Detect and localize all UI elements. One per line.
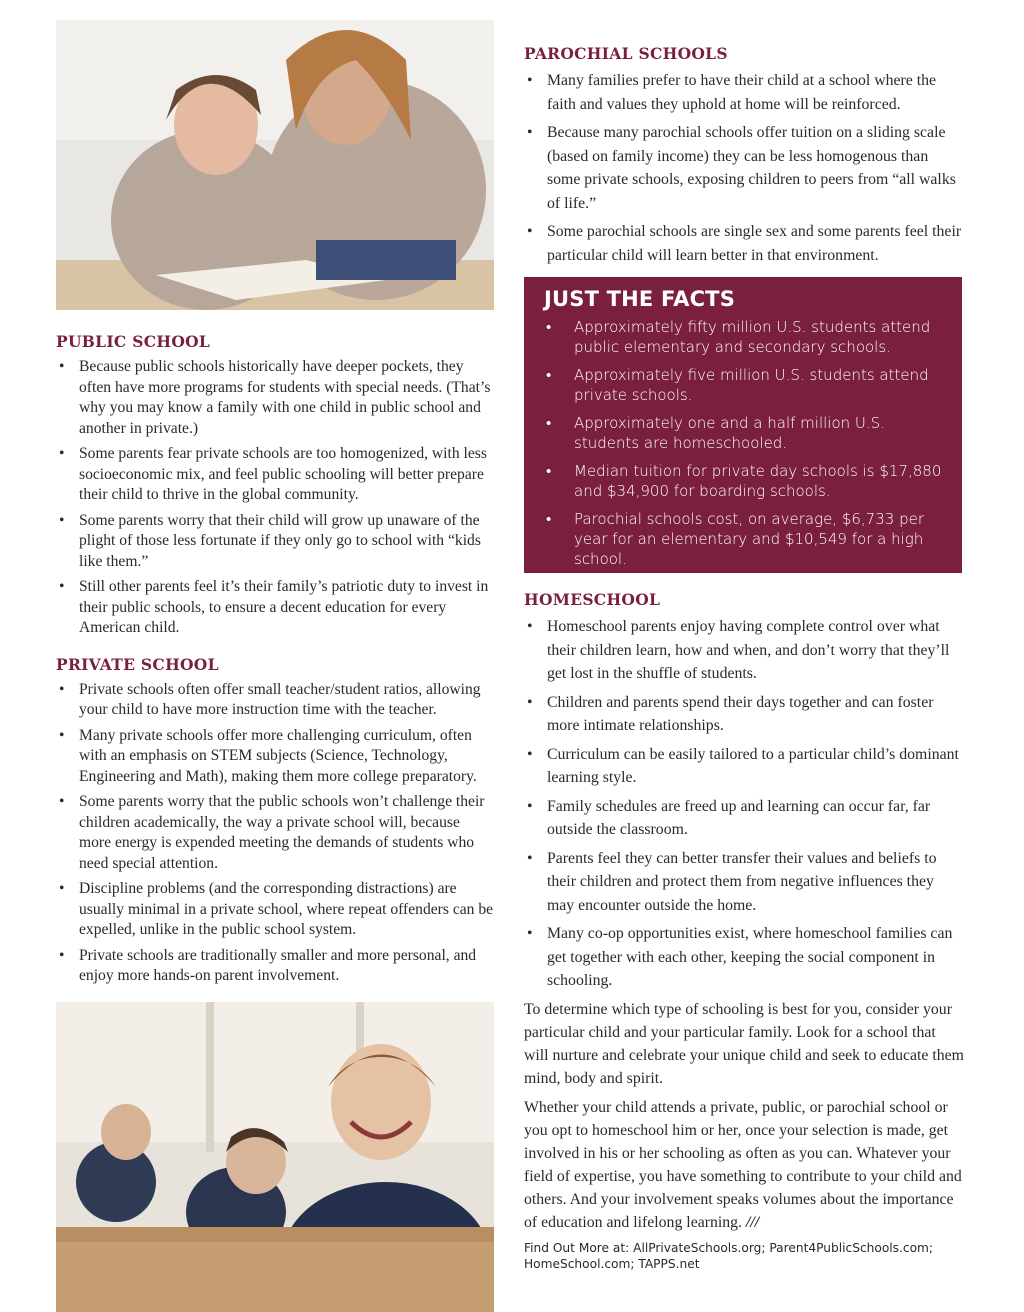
public-school-list — [56, 357, 494, 639]
list-item: • Children and parents spend their days together and can foster more intimate relationships. — [524, 691, 964, 738]
list-item: • Curriculum can be easily tailored to a particular child’s dominant learning style. — [524, 743, 964, 790]
just-the-facts-heading: JUST THE FACTS — [544, 287, 736, 311]
list-item: • Parents feel they can better transfer their values and beliefs to their children and protect them from negative influences they may encounter outside the home. — [524, 847, 964, 918]
list-item: • Homeschool parents enjoy having complete control over what their children learn, how and when, and don’t worry that they’ll get lost in the shuffle of students. — [524, 615, 964, 686]
fact-item: • Approximately fifty million U.S. students attend public elementary and secondary schools. — [544, 317, 942, 357]
find-out-more: Find Out More at: AllPrivateSchools.org; Parent4PublicSchools.com; HomeSchool.com; TAPPS.net — [524, 1240, 934, 1271]
list-item: • Some parents fear private schools are too homogenized, with less socioeconomic mix, and feel public schooling will better prepare their child to thrive in the global community. — [56, 444, 494, 506]
list-item: • Because many parochial schools offer tuition on a sliding scale (based on family income) they can be less homogenous than some private schools, exposing children to peers from “all walks of life.” — [524, 121, 964, 215]
public-school-heading: PUBLIC SCHOOL — [56, 332, 211, 351]
closing-paragraph-2 — [524, 1096, 964, 1234]
list-item: • Many private schools offer more challenging curriculum, often with an emphasis on STEM subjects (Science, Technology, Engineering and Math), making them more college preparatory. — [56, 726, 494, 788]
list-item: • Many co-op opportunities exist, where homeschool families can get together with each other, keeping the social component in schooling. — [524, 922, 964, 993]
parochial-schools-heading: PAROCHIAL SCHOOLS — [524, 44, 728, 63]
just-the-facts-box — [524, 277, 962, 573]
list-item: • Private schools often offer small teacher/student ratios, allowing your child to have more instruction time with the teacher. — [56, 680, 494, 721]
parochial-section — [524, 44, 964, 272]
fact-item: • Approximately five million U.S. students attend private schools. — [544, 365, 942, 405]
closing-paragraph-2-text: Whether your child attends a private, public, or parochial school or you opt to homeschool him or her, once your selection is made, get involved in his or her schooling as often as you can. Whatever your field of expertise, you have something to contribute to your child and others. And your involvement speaks volumes about the importance of education and lifelong learning. — [524, 1098, 962, 1231]
list-item: • Discipline problems (and the corresponding distractions) are usually minimal in a private school, where repeat offenders can be expelled, unlike in the public school system. — [56, 879, 494, 941]
list-item: • Some parents worry that their child will grow up unaware of the plight of those less fortunate if they only go to school with “kids like them.” — [56, 511, 494, 573]
fact-item: • Parochial schools cost, on average, $6,733 per year for an elementary and $10,549 for a high school. — [544, 509, 942, 569]
private-school-heading: PRIVATE SCHOOL — [56, 654, 219, 674]
photo-mother-daughter-reading — [56, 20, 494, 310]
fact-item: • Median tuition for private day schools is $17,880 and $34,900 for boarding schools. — [544, 461, 942, 501]
list-item: • Because public schools historically have deeper pockets, they often have more programs for students with special needs. (That’s why you may know a family with one child in public school and another in private.) — [56, 357, 494, 439]
list-item: • Some parochial schools are single sex and some parents feel their particular child will learn better in that environment. — [524, 220, 964, 267]
fact-item: • Approximately one and a half million U.S. students are homeschooled. — [544, 413, 942, 453]
list-item: • Many families prefer to have their child at a school where the faith and values they uphold at home will be reinforced. — [524, 69, 964, 116]
private-school-list — [56, 680, 494, 987]
left-column — [56, 332, 494, 992]
photo-smiling-boy-classroom — [56, 1002, 494, 1312]
parochial-schools-list — [524, 69, 964, 267]
list-item: • Some parents worry that the public schools won’t challenge their children academically, the way a private school will, because more energy is expended meeting the demands of students who need special attention. — [56, 792, 494, 874]
list-item: • Family schedules are freed up and learning can occur far, far outside the classroom. — [524, 795, 964, 842]
homeschool-list — [524, 615, 964, 993]
list-item: • Still other parents feel it’s their family’s patriotic duty to invest in their public schools, to ensure a decent education for every American child. — [56, 577, 494, 639]
homeschool-heading: HOMESCHOOL — [524, 590, 661, 609]
end-mark: /// — [745, 1213, 760, 1231]
facts-list — [544, 317, 942, 569]
homeschool-section — [524, 590, 964, 1273]
list-item: • Private schools are traditionally smaller and more personal, and enjoy more hands-on parent involvement. — [56, 946, 494, 987]
closing-paragraph-1: To determine which type of schooling is best for you, consider your particular child and your particular family. Look for a school that will nurture and celebrate your unique child and seek to educate them mind, body and spirit. — [524, 1000, 964, 1087]
